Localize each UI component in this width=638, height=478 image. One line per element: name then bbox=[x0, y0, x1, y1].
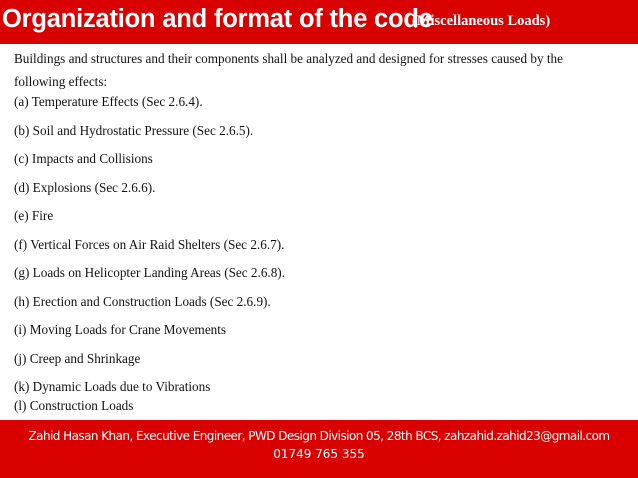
list-item: (f) Vertical Forces on Air Raid Shelters (Sec 2.6.7). bbox=[14, 236, 285, 252]
slide-content bbox=[14, 47, 626, 415]
footer-author-info: Zahid Hasan Khan, Executive Engineer, PWD Design Division 05, 28th BCS, zahzahid.zahid23@gmail.com bbox=[28, 429, 610, 443]
footer-banner bbox=[0, 420, 638, 478]
list-item: (i) Moving Loads for Crane Movements bbox=[14, 322, 227, 337]
load-list bbox=[14, 93, 626, 415]
slide-title: Organization and format of the code bbox=[2, 5, 433, 33]
footer-phone: 01749 765 355 bbox=[273, 447, 365, 461]
title-banner bbox=[0, 0, 638, 44]
list-item: (k) Dynamic Loads due to Vibrations bbox=[14, 379, 211, 394]
intro-paragraph: Buildings and structures and their components shall be analyzed and designed for stresses caused by the following effects: bbox=[14, 51, 563, 89]
list-item: (d) Explosions (Sec 2.6.6). bbox=[14, 179, 156, 195]
list-item: (h) Erection and Construction Loads (Sec 2.6.9). bbox=[14, 293, 271, 309]
list-item: (c) Impacts and Collisions bbox=[14, 151, 153, 166]
list-item: (a) Temperature Effects (Sec 2.6.4). bbox=[14, 94, 203, 109]
list-item: (l) Construction Loads bbox=[14, 398, 134, 413]
list-item: (j) Creep and Shrinkage bbox=[14, 350, 141, 366]
list-item: (g) Loads on Helicopter Landing Areas (Sec 2.6.8). bbox=[14, 265, 285, 280]
list-item: (e) Fire bbox=[14, 208, 54, 223]
slide-subtitle: (Miscellaneous Loads) bbox=[412, 13, 551, 29]
list-item: (b) Soil and Hydrostatic Pressure (Sec 2.6.5). bbox=[14, 122, 254, 138]
